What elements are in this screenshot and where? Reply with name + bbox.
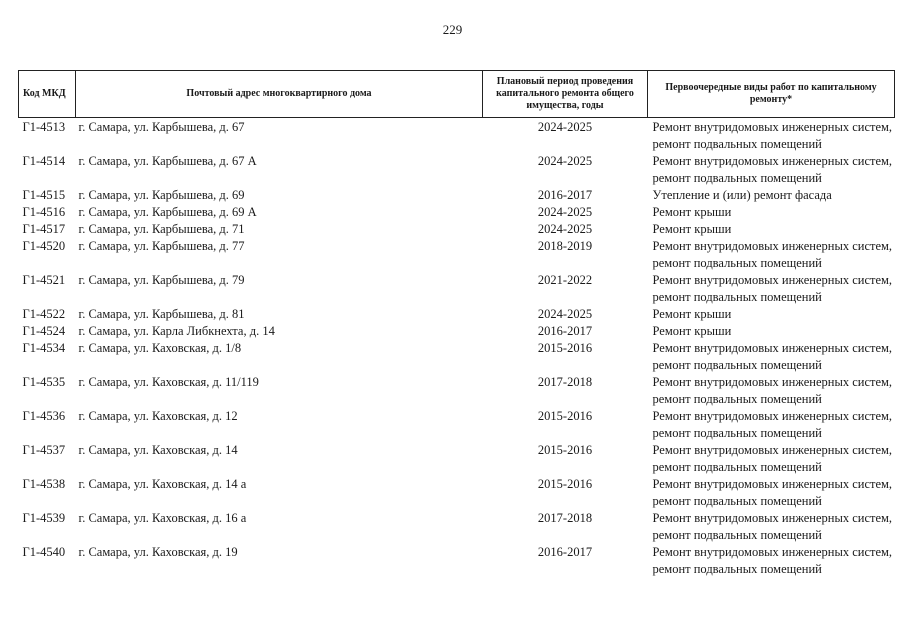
cell-works (648, 374, 895, 408)
table-row (19, 340, 895, 374)
cell-address: г. Самара, ул. Карбышева, д. 67 А (78, 154, 257, 168)
cell-address: г. Самара, ул. Каховская, д. 16 а (78, 511, 247, 525)
works-line: ремонт подвальных помещений (652, 392, 822, 406)
cell-code: Г1-4520 (22, 239, 66, 253)
works-line: Ремонт внутридомовых инженерных систем, (652, 239, 893, 253)
cell-period: 2017-2018 (537, 511, 593, 525)
cell-period: 2015-2016 (537, 409, 593, 423)
works-line: Ремонт внутридомовых инженерных систем, (652, 477, 893, 491)
cell-period: 2024-2025 (537, 154, 593, 168)
cell-address: г. Самара, ул. Карбышева, д. 79 (78, 273, 245, 287)
cell-address: г. Самара, ул. Каховская, д. 12 (78, 409, 238, 423)
works-line: ремонт подвальных помещений (652, 494, 822, 508)
works-line: Ремонт внутридомовых инженерных систем, (652, 511, 893, 525)
works-line: ремонт подвальных помещений (652, 256, 822, 270)
cell-works (648, 476, 895, 510)
table-row (19, 221, 895, 238)
works-line: Ремонт крыши (652, 222, 732, 236)
works-line: Утепление и (или) ремонт фасада (652, 188, 832, 202)
cell-address: г. Самара, ул. Карбышева, д. 67 (78, 120, 245, 134)
cell-works (648, 204, 895, 221)
cell-code: Г1-4535 (22, 375, 66, 389)
table-row (19, 374, 895, 408)
works-line: ремонт подвальных помещений (652, 426, 822, 440)
cell-code: Г1-4540 (22, 545, 66, 559)
cell-works (648, 238, 895, 272)
cell-code: Г1-4537 (22, 443, 66, 457)
table-row (19, 204, 895, 221)
table-row (19, 323, 895, 340)
cell-works (648, 153, 895, 187)
table-row (19, 306, 895, 323)
table-row (19, 187, 895, 204)
works-line: Ремонт внутридомовых инженерных систем, (652, 273, 893, 287)
cell-period: 2015-2016 (537, 443, 593, 457)
works-line: Ремонт внутридомовых инженерных систем, (652, 545, 893, 559)
cell-works (648, 340, 895, 374)
header-works: Первоочередные виды работ по капитальному ремонту* (648, 71, 895, 118)
cell-works (648, 221, 895, 238)
cell-code: Г1-4524 (22, 324, 66, 338)
cell-code: Г1-4536 (22, 409, 66, 423)
cell-address: г. Самара, ул. Карбышева, д. 77 (78, 239, 245, 253)
page-number: 229 (442, 22, 463, 37)
cell-code: Г1-4513 (22, 120, 66, 134)
table-row (19, 238, 895, 272)
cell-period: 2018-2019 (537, 239, 593, 253)
works-line: Ремонт внутридомовых инженерных систем, (652, 341, 893, 355)
cell-period: 2016-2017 (537, 188, 593, 202)
cell-works (648, 510, 895, 544)
capital-repair-table (18, 70, 895, 578)
table-row (19, 118, 895, 154)
cell-code: Г1-4539 (22, 511, 66, 525)
works-line: ремонт подвальных помещений (652, 528, 822, 542)
cell-code: Г1-4538 (22, 477, 66, 491)
works-line: ремонт подвальных помещений (652, 358, 822, 372)
table-row (19, 544, 895, 578)
cell-period: 2015-2016 (537, 477, 593, 491)
header-code: Код МКД (19, 71, 76, 118)
cell-address: г. Самара, ул. Каховская, д. 19 (78, 545, 238, 559)
works-line: Ремонт крыши (652, 307, 732, 321)
cell-period: 2017-2018 (537, 375, 593, 389)
works-line: Ремонт крыши (652, 324, 732, 338)
works-line: Ремонт внутридомовых инженерных систем, (652, 154, 893, 168)
table-row (19, 476, 895, 510)
cell-code: Г1-4514 (22, 154, 66, 168)
cell-works (648, 306, 895, 323)
cell-period: 2021-2022 (537, 273, 593, 287)
cell-period: 2016-2017 (537, 545, 593, 559)
table-row (19, 442, 895, 476)
table-body (19, 118, 895, 579)
cell-address: г. Самара, ул. Карла Либкнехта, д. 14 (78, 324, 275, 338)
works-line: Ремонт внутридомовых инженерных систем, (652, 409, 893, 423)
cell-period: 2024-2025 (537, 205, 593, 219)
cell-address: г. Самара, ул. Каховская, д. 14 а (78, 477, 247, 491)
cell-code: Г1-4534 (22, 341, 66, 355)
cell-code: Г1-4521 (22, 273, 66, 287)
cell-period: 2015-2016 (537, 341, 593, 355)
cell-works (648, 544, 895, 578)
works-line: Ремонт внутридомовых инженерных систем, (652, 443, 893, 457)
cell-address: г. Самара, ул. Каховская, д. 11/119 (78, 375, 259, 389)
cell-works (648, 187, 895, 204)
table-row (19, 153, 895, 187)
works-line: Ремонт крыши (652, 205, 732, 219)
cell-works (648, 272, 895, 306)
cell-works (648, 323, 895, 340)
cell-works (648, 118, 895, 154)
cell-address: г. Самара, ул. Каховская, д. 1/8 (78, 341, 242, 355)
works-line: ремонт подвальных помещений (652, 290, 822, 304)
cell-code: Г1-4516 (22, 205, 66, 219)
table-row (19, 510, 895, 544)
works-line: Ремонт внутридомовых инженерных систем, (652, 120, 893, 134)
cell-period: 2016-2017 (537, 324, 593, 338)
works-line: ремонт подвальных помещений (652, 460, 822, 474)
cell-address: г. Самара, ул. Карбышева, д. 71 (78, 222, 245, 236)
header-period: Плановый период проведения капитального ремонта общего имущества, годы (483, 71, 648, 118)
header-address: Почтовый адрес многоквартирного дома (76, 71, 483, 118)
works-line: ремонт подвальных помещений (652, 137, 822, 151)
cell-address: г. Самара, ул. Каховская, д. 14 (78, 443, 238, 457)
works-line: Ремонт внутридомовых инженерных систем, (652, 375, 893, 389)
table-row (19, 272, 895, 306)
cell-code: Г1-4515 (22, 188, 66, 202)
cell-period: 2024-2025 (537, 307, 593, 321)
cell-address: г. Самара, ул. Карбышева, д. 81 (78, 307, 245, 321)
cell-address: г. Самара, ул. Карбышева, д. 69 А (78, 205, 257, 219)
works-line: ремонт подвальных помещений (652, 562, 822, 576)
cell-period: 2024-2025 (537, 120, 593, 134)
cell-works (648, 442, 895, 476)
table-header (19, 71, 895, 118)
table-row (19, 408, 895, 442)
cell-works (648, 408, 895, 442)
cell-code: Г1-4522 (22, 307, 66, 321)
works-line: ремонт подвальных помещений (652, 171, 822, 185)
cell-address: г. Самара, ул. Карбышева, д. 69 (78, 188, 245, 202)
cell-period: 2024-2025 (537, 222, 593, 236)
cell-code: Г1-4517 (22, 222, 66, 236)
